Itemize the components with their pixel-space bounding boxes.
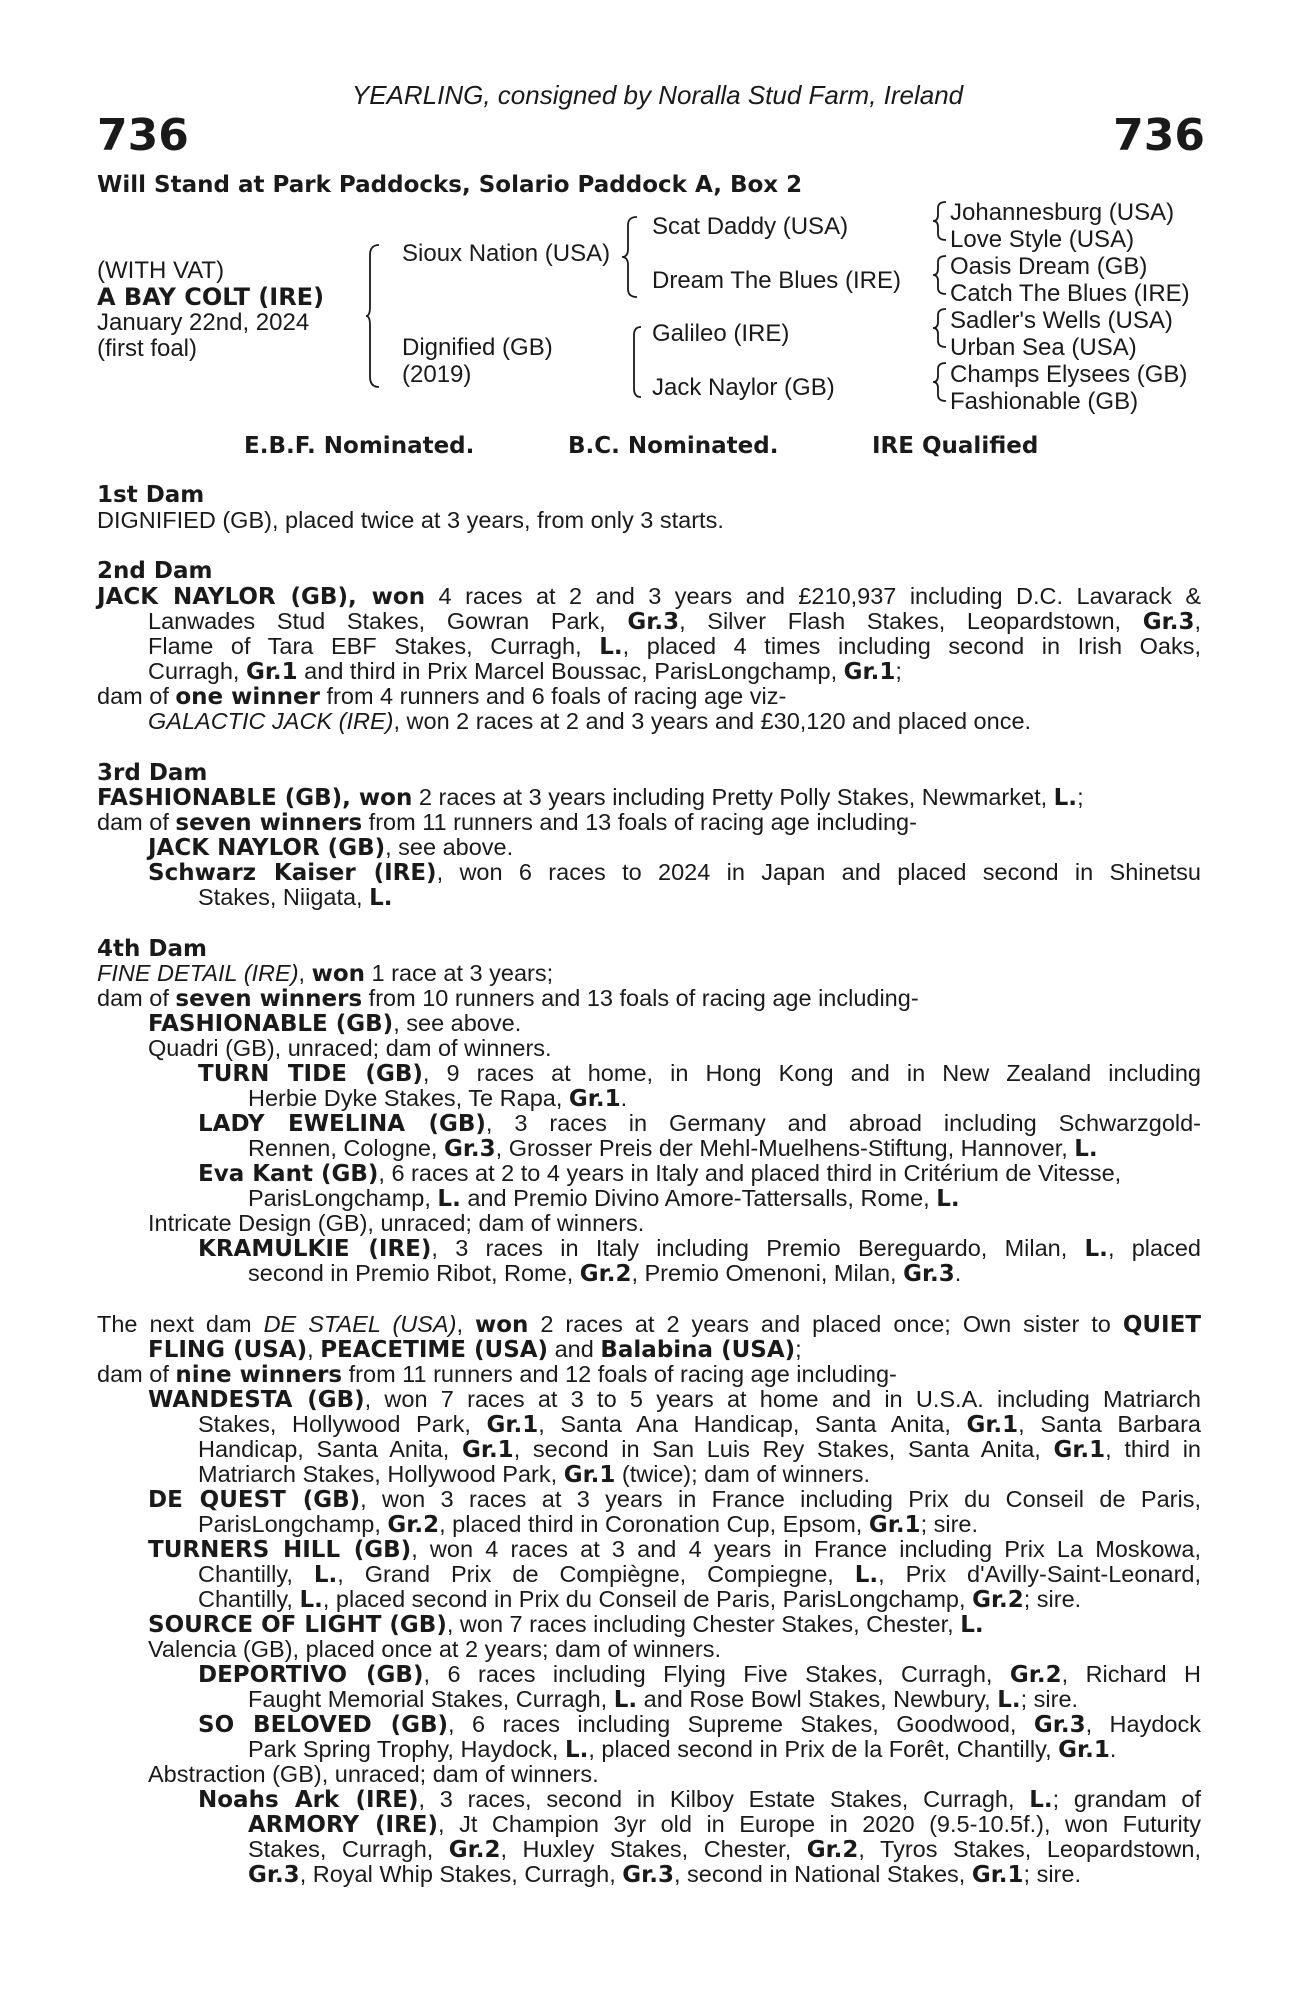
ggp-1: Johannesburg (USA) (950, 199, 1175, 226)
fourth-dam-grandproduce-2: LADY EWELINA (GB), 3 races in Germany and abroad including Schwarzgold- (198, 1110, 1201, 1137)
consignor-line: YEARLING, consigned by Noralla Stud Farm, Ireland (351, 80, 964, 110)
first-dam-heading: 1st Dam (97, 482, 205, 508)
pedigree-bracket-sire (622, 215, 638, 299)
next-dam-produce-6: Abstraction (GB), unraced; dam of winners. (148, 1761, 599, 1787)
fourth-dam-grandproduce-4: KRAMULKIE (IRE), 3 races in Italy including Premio Bereguardo, Milan, L., placed (198, 1235, 1201, 1262)
next-dam-produce-2-cont: ParisLongchamp, Gr.2, placed third in Coronation Cup, Epsom, Gr.1; sire. (198, 1511, 979, 1538)
ebf-nomination: E.B.F. Nominated. (244, 433, 475, 459)
next-dam-grandproduce-3-cont-2: Stakes, Curragh, Gr.2, Huxley Stakes, Chester, Gr.2, Tyros Stakes, Leopardstown, (248, 1836, 1201, 1863)
ggp-7: Champs Elysees (GB) (950, 361, 1188, 388)
pedigree-bracket-ggp-1 (933, 200, 947, 242)
next-dam-produce-1-cont-2: Handicap, Santa Anita, Gr.1, second in San Luis Rey Stakes, Santa Anita, Gr.1, third in (198, 1436, 1201, 1463)
next-dam-produce-3-cont-1: Chantilly, L., Grand Prix de Compiègne, Compiegne, L., Prix d'Avilly-Saint-Leonard, (198, 1561, 1202, 1588)
fourth-dam-produce-summary: dam of seven winners from 10 runners and 13 foals of racing age including- (97, 985, 919, 1012)
next-dam-produce-1: WANDESTA (GB), won 7 races at 3 to 5 years at home and in U.S.A. including Matriarch (148, 1386, 1201, 1413)
lot-number-right: 736 (1113, 110, 1205, 161)
next-dam-line-2: FLING (USA), PEACETIME (USA) and Balabina (USA); (148, 1336, 802, 1363)
third-dam-produce-summary: dam of seven winners from 11 runners and 13 foals of racing age including- (97, 809, 917, 836)
foaling-date: January 22nd, 2024 (97, 309, 310, 336)
next-dam-grandproduce-2: SO BELOVED (GB), 6 races including Supreme Stakes, Goodwood, Gr.3, Haydock (198, 1711, 1201, 1738)
next-dam-produce-summary: dam of nine winners from 11 runners and 12 foals of racing age including- (97, 1361, 897, 1388)
fourth-dam-line-1: FINE DETAIL (IRE), won 1 race at 3 years; (97, 960, 554, 987)
next-dam-grandproduce-1: DEPORTIVO (GB), 6 races including Flying Five Stakes, Curragh, Gr.2, Richard H (198, 1661, 1201, 1688)
second-dam-produce-summary: dam of one winner from 4 runners and 6 foals of racing age viz- (97, 683, 787, 710)
next-dam-produce-3: TURNERS HILL (GB), won 4 races at 3 and 4 years in France including Prix La Moskowa, (148, 1536, 1201, 1563)
vat-note: (WITH VAT) (97, 257, 225, 284)
pedigree-bracket-ggp-3 (933, 307, 947, 349)
ggp-8: Fashionable (GB) (950, 388, 1139, 415)
lot-number-left: 736 (97, 110, 189, 161)
ggp-2: Love Style (USA) (950, 226, 1135, 253)
ggp-3: Oasis Dream (GB) (950, 253, 1148, 280)
sire: Sioux Nation (USA) (402, 240, 611, 267)
third-dam-produce-2: Schwarz Kaiser (IRE), won 6 races to 2024 in Japan and placed second in Shinetsu (148, 859, 1201, 886)
dam-year: (2019) (402, 361, 472, 388)
next-dam-grandproduce-2-cont: Park Spring Trophy, Haydock, L., placed second in Prix de la Forêt, Chantilly, Gr.1. (248, 1736, 1117, 1763)
next-dam-produce-1-cont-1: Stakes, Hollywood Park, Gr.1, Santa Ana Handicap, Santa Anita, Gr.1, Santa Barbara (198, 1411, 1201, 1438)
third-dam-produce-2-cont: Stakes, Niigata, L. (198, 884, 393, 911)
dam-sire: Galileo (IRE) (652, 320, 790, 347)
third-dam-heading: 3rd Dam (97, 760, 208, 786)
second-dam-line-4: Curragh, Gr.1 and third in Prix Marcel Boussac, ParisLongchamp, Gr.1; (148, 658, 902, 685)
second-dam-line-3: Flame of Tara EBF Stakes, Curragh, L., placed 4 times including second in Irish Oaks, (148, 633, 1202, 660)
first-dam-text: DIGNIFIED (GB), placed twice at 3 years, from only 3 starts. (97, 507, 724, 533)
next-dam-grandproduce-3: Noahs Ark (IRE), 3 races, second in Kilboy Estate Stakes, Curragh, L.; grandam of (198, 1786, 1202, 1813)
pedigree-bracket-ggp-4 (933, 361, 947, 403)
ggp-5: Sadler's Wells (USA) (950, 307, 1173, 334)
next-dam-grandproduce-3-cont-1: ARMORY (IRE), Jt Champion 3yr old in Europe in 2020 (9.5-10.5f.), won Futurity (248, 1811, 1201, 1838)
ire-qualified: IRE Qualified (872, 433, 1039, 459)
second-dam-produce-1: GALACTIC JACK (IRE), won 2 races at 2 and 3 years and £30,120 and placed once. (148, 708, 1032, 734)
fourth-dam-grandproduce-1: TURN TIDE (GB), 9 races at home, in Hong Kong and in New Zealand including (198, 1060, 1202, 1087)
pedigree-bracket-dam (630, 325, 642, 399)
next-dam-produce-3-cont-2: Chantilly, L., placed second in Prix du Conseil de Paris, ParisLongchamp, Gr.2; sire. (198, 1586, 1082, 1613)
next-dam-grandproduce-3-cont-3: Gr.3, Royal Whip Stakes, Curragh, Gr.3, second in National Stakes, Gr.1; sire. (248, 1861, 1081, 1888)
third-dam-produce-1: JACK NAYLOR (GB), see above. (148, 834, 514, 861)
ggp-6: Urban Sea (USA) (950, 334, 1137, 361)
foal-note: (first foal) (97, 335, 198, 362)
pedigree-bracket-ggp-2 (933, 254, 947, 296)
second-dam-heading: 2nd Dam (97, 558, 213, 584)
fourth-dam-grandproduce-4-cont: second in Premio Ribot, Rome, Gr.2, Premio Omenoni, Milan, Gr.3. (248, 1260, 962, 1287)
fourth-dam-grandproduce-3-cont: ParisLongchamp, L. and Premio Divino Amore-Tattersalls, Rome, L. (248, 1185, 960, 1212)
sire-dam: Dream The Blues (IRE) (652, 267, 901, 294)
fourth-dam-heading: 4th Dam (97, 936, 207, 962)
fourth-dam-produce-3: Intricate Design (GB), unraced; dam of winners. (148, 1210, 645, 1236)
second-dam-line-2: Lanwades Stud Stakes, Gowran Park, Gr.3, Silver Flash Stakes, Leopardstown, Gr.3, (148, 608, 1201, 635)
sire-sire: Scat Daddy (USA) (652, 213, 849, 240)
third-dam-line-1: FASHIONABLE (GB), won 2 races at 3 years including Pretty Polly Stakes, Newmarket, L.; (97, 784, 1084, 811)
next-dam-grandproduce-1-cont: Faught Memorial Stakes, Curragh, L. and Rose Bowl Stakes, Newbury, L.; sire. (248, 1686, 1079, 1713)
ggp-4: Catch The Blues (IRE) (950, 280, 1190, 307)
bc-nomination: B.C. Nominated. (568, 433, 779, 459)
dam-dam: Jack Naylor (GB) (652, 374, 835, 401)
dam: Dignified (GB) (402, 334, 553, 361)
stand-location: Will Stand at Park Paddocks, Solario Paddock A, Box 2 (97, 172, 803, 198)
fourth-dam-grandproduce-2-cont: Rennen, Cologne, Gr.3, Grosser Preis der Mehl-Muelhens-Stiftung, Hannover, L. (248, 1135, 1098, 1162)
second-dam-line-1: JACK NAYLOR (GB), won 4 races at 2 and 3 years and £210,937 including D.C. Lavarack & (97, 583, 1202, 610)
fourth-dam-produce-1: FASHIONABLE (GB), see above. (148, 1010, 522, 1037)
next-dam-produce-5: Valencia (GB), placed once at 2 years; dam of winners. (148, 1636, 721, 1662)
fourth-dam-produce-2: Quadri (GB), unraced; dam of winners. (148, 1035, 552, 1061)
next-dam-produce-2: DE QUEST (GB), won 3 races at 3 years in France including Prix du Conseil de Paris, (148, 1486, 1201, 1513)
fourth-dam-grandproduce-3: Eva Kant (GB), 6 races at 2 to 4 years in Italy and placed third in Critérium de Vitesse, (198, 1160, 1122, 1187)
pedigree-bracket-main (366, 243, 380, 389)
next-dam-produce-1-cont-3: Matriarch Stakes, Hollywood Park, Gr.1 (twice); dam of winners. (198, 1461, 871, 1488)
fourth-dam-grandproduce-1-cont: Herbie Dyke Stakes, Te Rapa, Gr.1. (248, 1085, 628, 1112)
next-dam-produce-4: SOURCE OF LIGHT (GB), won 7 races including Chester Stakes, Chester, L. (148, 1611, 984, 1638)
next-dam-line-1: The next dam DE STAEL (USA), won 2 races at 2 years and placed once; Own sister to QUIET (97, 1311, 1202, 1338)
lot-subject: A BAY COLT (IRE) (97, 283, 325, 311)
